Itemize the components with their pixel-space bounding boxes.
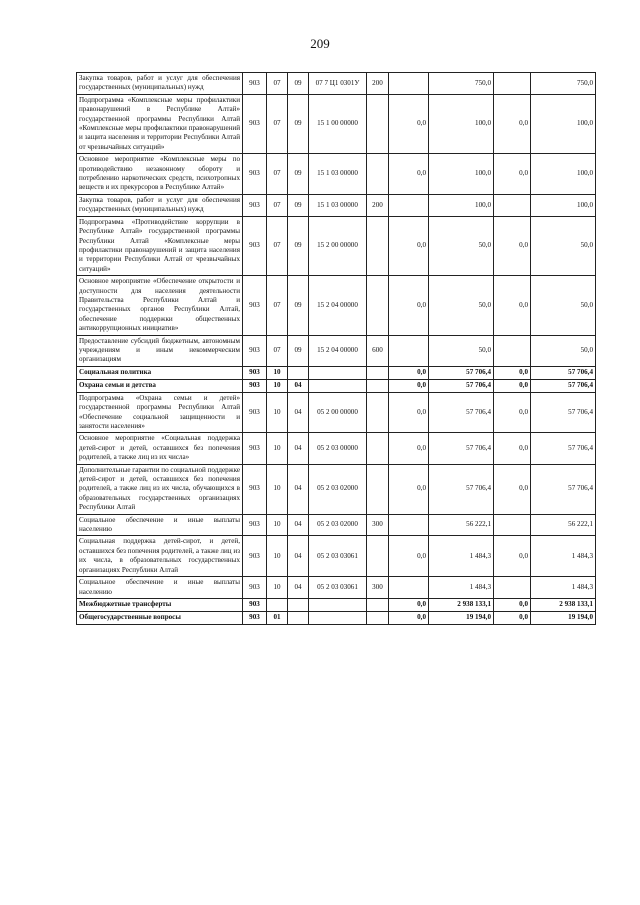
admin-code-cell: 903: [243, 379, 267, 392]
table-row: [77, 433, 596, 464]
amount-cell-3: 0,0: [494, 154, 531, 195]
admin-code-cell: 903: [243, 94, 267, 153]
amount-cell-2: 57 706,4: [429, 379, 494, 392]
row-name-cell: Социальная политика: [77, 366, 243, 379]
row-name-cell: Закупка товаров, работ и услуг для обеспечения государственных (муниципальных) нужд: [77, 73, 243, 95]
amount-cell-3: 0,0: [494, 366, 531, 379]
admin-code-cell: 903: [243, 194, 267, 216]
expense-type-cell: 300: [367, 577, 389, 599]
table-row: [77, 577, 596, 599]
amount-cell-1: 0,0: [389, 392, 429, 433]
amount-cell-4: 19 194,0: [531, 611, 596, 624]
expense-type-cell: [367, 464, 389, 514]
target-article-cell: 05 2 03 03061: [309, 536, 367, 577]
amount-cell-4: 56 222,1: [531, 514, 596, 536]
subsection-code-cell: 09: [288, 194, 309, 216]
amount-cell-2: 50,0: [429, 216, 494, 275]
amount-cell-2: 57 706,4: [429, 366, 494, 379]
amount-cell-4: 100,0: [531, 94, 596, 153]
amount-cell-1: [389, 577, 429, 599]
expense-type-cell: 200: [367, 73, 389, 95]
amount-cell-2: 57 706,4: [429, 392, 494, 433]
admin-code-cell: 903: [243, 73, 267, 95]
expense-type-cell: [367, 366, 389, 379]
amount-cell-2: 1 484,3: [429, 577, 494, 599]
amount-cell-1: 0,0: [389, 611, 429, 624]
subsection-code-cell: 04: [288, 577, 309, 599]
amount-cell-4: 57 706,4: [531, 464, 596, 514]
admin-code-cell: 903: [243, 611, 267, 624]
subsection-code-cell: [288, 611, 309, 624]
amount-cell-2: 2 938 133,1: [429, 598, 494, 611]
row-name-cell: Охрана семьи и детства: [77, 379, 243, 392]
target-article-cell: [309, 598, 367, 611]
expense-type-cell: [367, 216, 389, 275]
amount-cell-3: 0,0: [494, 94, 531, 153]
section-code-cell: 10: [267, 577, 288, 599]
amount-cell-2: 50,0: [429, 335, 494, 366]
amount-cell-1: [389, 73, 429, 95]
admin-code-cell: 903: [243, 216, 267, 275]
table-row: [77, 611, 596, 624]
amount-cell-4: 50,0: [531, 216, 596, 275]
target-article-cell: 05 2 03 02000: [309, 514, 367, 536]
table-row: [77, 536, 596, 577]
amount-cell-3: 0,0: [494, 611, 531, 624]
subsection-code-cell: 04: [288, 392, 309, 433]
admin-code-cell: 903: [243, 598, 267, 611]
amount-cell-3: 0,0: [494, 216, 531, 275]
expense-type-cell: 200: [367, 194, 389, 216]
amount-cell-4: 1 484,3: [531, 536, 596, 577]
admin-code-cell: 903: [243, 433, 267, 464]
subsection-code-cell: 04: [288, 464, 309, 514]
amount-cell-3: [494, 514, 531, 536]
target-article-cell: 05 2 00 00000: [309, 392, 367, 433]
amount-cell-2: 750,0: [429, 73, 494, 95]
amount-cell-3: 0,0: [494, 433, 531, 464]
section-code-cell: 07: [267, 335, 288, 366]
section-code-cell: 07: [267, 216, 288, 275]
target-article-cell: 15 1 03 00000: [309, 154, 367, 195]
row-name-cell: Основное мероприятие «Социальная поддержка детей-сирот и детей, оставшихся без попечения родителей, а также лиц из их числа»: [77, 433, 243, 464]
amount-cell-1: [389, 335, 429, 366]
row-name-cell: Подпрограмма «Противодействие коррупции в Республике Алтай» государственной программы Республики Алтай «Комплексные меры профилактики правонарушений и защита населения и территории Республики Алтай от чрезвычайных ситуаций»: [77, 216, 243, 275]
expense-type-cell: [367, 94, 389, 153]
table-row: [77, 94, 596, 153]
amount-cell-3: 0,0: [494, 392, 531, 433]
section-code-cell: 10: [267, 392, 288, 433]
amount-cell-2: 57 706,4: [429, 433, 494, 464]
amount-cell-1: 0,0: [389, 464, 429, 514]
amount-cell-1: 0,0: [389, 216, 429, 275]
expense-type-cell: 300: [367, 514, 389, 536]
target-article-cell: [309, 366, 367, 379]
amount-cell-4: 57 706,4: [531, 433, 596, 464]
subsection-code-cell: [288, 598, 309, 611]
admin-code-cell: 903: [243, 335, 267, 366]
table-row: [77, 216, 596, 275]
amount-cell-3: 0,0: [494, 276, 531, 335]
amount-cell-1: [389, 194, 429, 216]
target-article-cell: 15 1 00 00000: [309, 94, 367, 153]
admin-code-cell: 903: [243, 392, 267, 433]
amount-cell-4: 100,0: [531, 194, 596, 216]
row-name-cell: Социальная поддержка детей-сирот, и детей, оставшихся без попечения родителей, а также лиц из их числа, в образовательных государственных организациях Республики Алтай: [77, 536, 243, 577]
amount-cell-3: [494, 577, 531, 599]
expense-type-cell: 600: [367, 335, 389, 366]
target-article-cell: 05 2 03 00000: [309, 433, 367, 464]
subsection-code-cell: 09: [288, 335, 309, 366]
section-code-cell: 10: [267, 514, 288, 536]
amount-cell-4: 57 706,4: [531, 392, 596, 433]
subsection-code-cell: 04: [288, 379, 309, 392]
section-code-cell: 07: [267, 276, 288, 335]
section-code-cell: 10: [267, 433, 288, 464]
admin-code-cell: 903: [243, 366, 267, 379]
row-name-cell: Дополнительные гарантии по социальной поддержке детей-сирот и детей, оставшихся без попечения родителей, а также лиц из их числа, обучающихся в образовательных государственных организациях Республики Алтай: [77, 464, 243, 514]
amount-cell-3: [494, 194, 531, 216]
table-row: [77, 392, 596, 433]
admin-code-cell: 903: [243, 577, 267, 599]
table-body: [77, 73, 596, 625]
section-code-cell: 10: [267, 464, 288, 514]
section-code-cell: 01: [267, 611, 288, 624]
expense-type-cell: [367, 536, 389, 577]
amount-cell-4: 57 706,4: [531, 366, 596, 379]
section-code-cell: 07: [267, 154, 288, 195]
row-name-cell: Подпрограмма «Комплексные меры профилактики правонарушений в Республике Алтай» государственной программы Республики Алтай «Комплексные меры профилактики правонарушений и защита населения и территории Республики Алтай от чрезвычайных ситуаций»: [77, 94, 243, 153]
row-name-cell: Межбюджетные трансферты: [77, 598, 243, 611]
amount-cell-1: 0,0: [389, 379, 429, 392]
target-article-cell: 15 1 03 00000: [309, 194, 367, 216]
table-row: [77, 335, 596, 366]
admin-code-cell: 903: [243, 154, 267, 195]
amount-cell-3: 0,0: [494, 598, 531, 611]
subsection-code-cell: [288, 366, 309, 379]
row-name-cell: Закупка товаров, работ и услуг для обеспечения государственных (муниципальных) нужд: [77, 194, 243, 216]
expense-type-cell: [367, 392, 389, 433]
row-name-cell: Социальное обеспечение и иные выплаты населению: [77, 514, 243, 536]
amount-cell-2: 100,0: [429, 194, 494, 216]
target-article-cell: 15 2 04 00000: [309, 335, 367, 366]
amount-cell-4: 50,0: [531, 276, 596, 335]
subsection-code-cell: 09: [288, 276, 309, 335]
expense-type-cell: [367, 611, 389, 624]
row-name-cell: Основное мероприятие «Обеспечение открытости и доступности для населения деятельности Правительства Республики Алтай и государственных органов Республики Алтай, обеспечение поддержки общественных антикоррупционных инициатив»: [77, 276, 243, 335]
amount-cell-4: 2 938 133,1: [531, 598, 596, 611]
amount-cell-1: 0,0: [389, 598, 429, 611]
table-row: [77, 154, 596, 195]
section-code-cell: 10: [267, 366, 288, 379]
target-article-cell: 15 2 00 00000: [309, 216, 367, 275]
table-row: [77, 464, 596, 514]
target-article-cell: 05 2 03 03061: [309, 577, 367, 599]
amount-cell-2: 56 222,1: [429, 514, 494, 536]
expense-type-cell: [367, 433, 389, 464]
subsection-code-cell: 09: [288, 154, 309, 195]
expense-type-cell: [367, 276, 389, 335]
section-code-cell: 10: [267, 379, 288, 392]
expense-type-cell: [367, 379, 389, 392]
expense-type-cell: [367, 154, 389, 195]
table-row: [77, 366, 596, 379]
subsection-code-cell: 04: [288, 433, 309, 464]
amount-cell-4: 57 706,4: [531, 379, 596, 392]
section-code-cell: 07: [267, 73, 288, 95]
target-article-cell: 15 2 04 00000: [309, 276, 367, 335]
subsection-code-cell: 09: [288, 216, 309, 275]
table-row: [77, 276, 596, 335]
amount-cell-4: 100,0: [531, 154, 596, 195]
row-name-cell: Общегосударственные вопросы: [77, 611, 243, 624]
table-row: [77, 514, 596, 536]
row-name-cell: Социальное обеспечение и иные выплаты населению: [77, 577, 243, 599]
section-code-cell: 10: [267, 536, 288, 577]
table-row: [77, 73, 596, 95]
table-row: [77, 598, 596, 611]
amount-cell-1: [389, 514, 429, 536]
admin-code-cell: 903: [243, 464, 267, 514]
admin-code-cell: 903: [243, 536, 267, 577]
subsection-code-cell: 04: [288, 536, 309, 577]
amount-cell-3: 0,0: [494, 464, 531, 514]
amount-cell-3: [494, 73, 531, 95]
amount-cell-2: 100,0: [429, 94, 494, 153]
page-number: 209: [310, 36, 330, 51]
target-article-cell: 05 2 03 02000: [309, 464, 367, 514]
row-name-cell: Подпрограмма «Охрана семьи и детей» государственной программы Республики Алтай «Обеспечение социальной защищенности и занятости населения»: [77, 392, 243, 433]
amount-cell-2: 57 706,4: [429, 464, 494, 514]
section-code-cell: 07: [267, 194, 288, 216]
amount-cell-4: 750,0: [531, 73, 596, 95]
target-article-cell: [309, 611, 367, 624]
target-article-cell: 07 7 Ц1 0301У: [309, 73, 367, 95]
amount-cell-4: 1 484,3: [531, 577, 596, 599]
row-name-cell: Предоставление субсидий бюджетным, автономным учреждениям и иным некоммерческим организациям: [77, 335, 243, 366]
row-name-cell: Основное мероприятие «Комплексные меры по противодействию незаконному обороту и потреблению наркотических средств, психотропных веществ и их прекурсоров в Республике Алтай»: [77, 154, 243, 195]
subsection-code-cell: 04: [288, 514, 309, 536]
target-article-cell: [309, 379, 367, 392]
amount-cell-3: 0,0: [494, 536, 531, 577]
section-code-cell: 07: [267, 94, 288, 153]
amount-cell-3: 0,0: [494, 379, 531, 392]
table-row: [77, 194, 596, 216]
budget-table: [76, 72, 596, 625]
admin-code-cell: 903: [243, 276, 267, 335]
amount-cell-2: 100,0: [429, 154, 494, 195]
amount-cell-2: 1 484,3: [429, 536, 494, 577]
amount-cell-1: 0,0: [389, 536, 429, 577]
amount-cell-1: 0,0: [389, 366, 429, 379]
admin-code-cell: 903: [243, 514, 267, 536]
amount-cell-1: 0,0: [389, 154, 429, 195]
amount-cell-2: 19 194,0: [429, 611, 494, 624]
amount-cell-3: [494, 335, 531, 366]
amount-cell-1: 0,0: [389, 433, 429, 464]
amount-cell-1: 0,0: [389, 94, 429, 153]
table-row: [77, 379, 596, 392]
amount-cell-1: 0,0: [389, 276, 429, 335]
expense-type-cell: [367, 598, 389, 611]
subsection-code-cell: 09: [288, 94, 309, 153]
amount-cell-4: 50,0: [531, 335, 596, 366]
section-code-cell: [267, 598, 288, 611]
subsection-code-cell: 09: [288, 73, 309, 95]
amount-cell-2: 50,0: [429, 276, 494, 335]
